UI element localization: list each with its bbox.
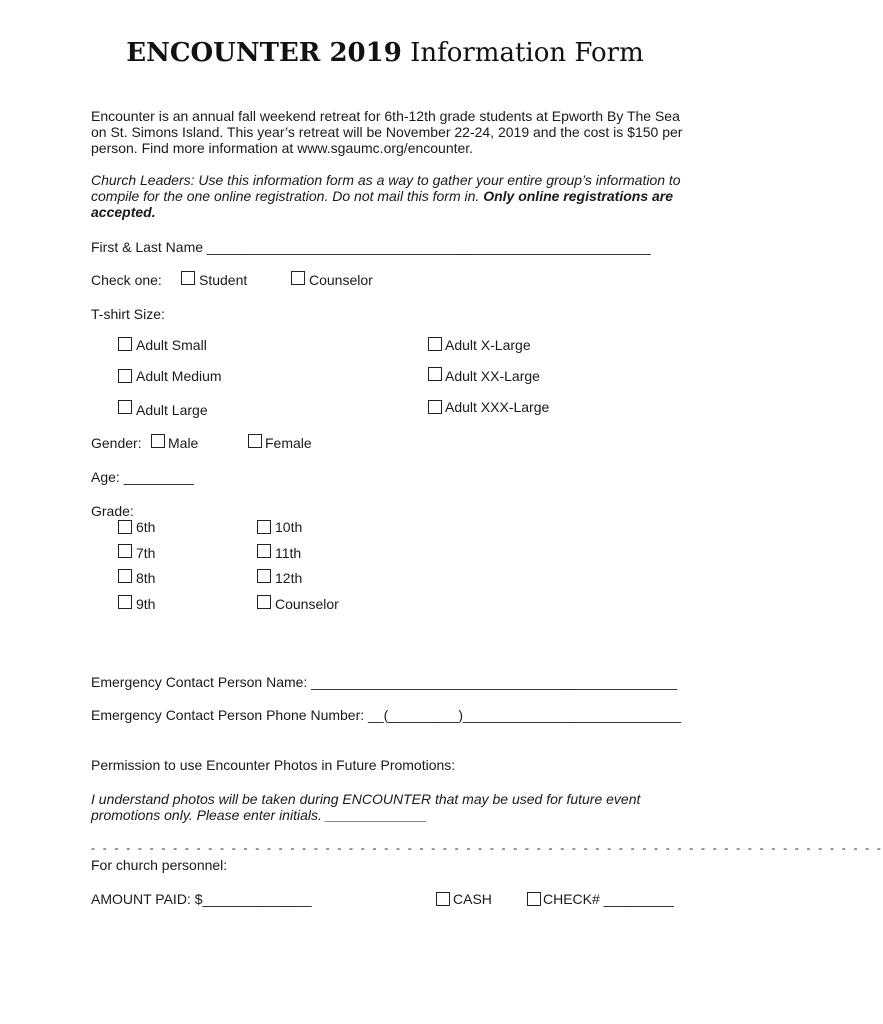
tshirt-xxl-checkbox[interactable] bbox=[428, 367, 442, 381]
student-label: Student bbox=[199, 272, 248, 288]
check-one-label: Check one: bbox=[91, 272, 162, 288]
tshirt-large-checkbox[interactable] bbox=[118, 400, 132, 414]
counselor-label: Counselor bbox=[309, 272, 373, 288]
tshirt-xxl-label: Adult XX-Large bbox=[445, 368, 540, 384]
name-field[interactable]: First & Last Name _________________________________________________________ bbox=[91, 239, 651, 255]
female-checkbox[interactable] bbox=[248, 434, 262, 448]
intro-line-3: person. Find more information at www.sgaumc.org/encounter. bbox=[91, 140, 474, 156]
tshirt-xxxl-label: Adult XXX-Large bbox=[445, 399, 550, 415]
emergency-name-field[interactable]: Emergency Contact Person Name: _______________________________________________ bbox=[91, 674, 678, 690]
check-label[interactable]: CHECK# _________ bbox=[543, 891, 674, 907]
grade-7th-label: 7th bbox=[136, 545, 156, 561]
grade-9th-label: 9th bbox=[136, 596, 156, 612]
tshirt-small-label: Adult Small bbox=[136, 337, 207, 353]
permission-line-2[interactable]: promotions only. Please enter initials. _____________ bbox=[91, 807, 427, 823]
grade-6th-checkbox[interactable] bbox=[118, 520, 132, 534]
tshirt-medium-checkbox[interactable] bbox=[118, 369, 132, 383]
leaders-note-line-2-bold: Only online registrations are bbox=[483, 188, 674, 204]
cash-checkbox[interactable] bbox=[436, 892, 450, 906]
leaders-note-line-2-text: compile for the one online registration. Do not mail this form in. bbox=[91, 188, 484, 204]
amount-paid-field[interactable]: AMOUNT PAID: $______________ bbox=[91, 891, 312, 907]
intro-line-1: Encounter is an annual fall weekend retreat for 6th-12th grade students at Epworth By The Sea bbox=[91, 108, 680, 124]
leaders-note-line-1: Church Leaders: Use this information form as a way to gather your entire group’s information to bbox=[91, 172, 681, 188]
form-title bbox=[0, 38, 770, 68]
tshirt-small-checkbox[interactable] bbox=[118, 337, 132, 351]
grade-label: Grade: bbox=[91, 503, 134, 519]
tshirt-xxxl-checkbox[interactable] bbox=[428, 400, 442, 414]
grade-counselor-label: Counselor bbox=[275, 596, 339, 612]
grade-11th-label: 11th bbox=[275, 545, 302, 561]
grade-8th-label: 8th bbox=[136, 570, 156, 586]
leaders-note bbox=[91, 172, 691, 220]
form-title-rest: Information Form bbox=[401, 38, 644, 68]
tshirt-large-label: Adult Large bbox=[136, 402, 208, 418]
tshirt-medium-label: Adult Medium bbox=[136, 368, 222, 384]
check-checkbox[interactable] bbox=[527, 892, 541, 906]
grade-11th-checkbox[interactable] bbox=[257, 544, 271, 558]
grade-7th-checkbox[interactable] bbox=[118, 544, 132, 558]
leaders-note-line-3-bold: accepted. bbox=[91, 204, 156, 220]
tshirt-xl-checkbox[interactable] bbox=[428, 337, 442, 351]
tshirt-xl-label: Adult X-Large bbox=[445, 337, 531, 353]
female-label: Female bbox=[265, 435, 312, 451]
grade-counselor-checkbox[interactable] bbox=[257, 595, 271, 609]
gender-label: Gender: bbox=[91, 435, 142, 451]
intro-paragraph bbox=[91, 108, 691, 156]
grade-8th-checkbox[interactable] bbox=[118, 569, 132, 583]
intro-line-2: on St. Simons Island. This year’s retreat will be November 22-24, 2019 and the cost is $150 per bbox=[91, 124, 683, 140]
male-label: Male bbox=[168, 435, 199, 451]
grade-6th-label: 6th bbox=[136, 519, 156, 535]
permission-label: Permission to use Encounter Photos in Future Promotions: bbox=[91, 757, 456, 773]
tshirt-label: T-shirt Size: bbox=[91, 306, 165, 322]
grade-10th-checkbox[interactable] bbox=[257, 520, 271, 534]
counselor-checkbox[interactable] bbox=[291, 271, 305, 285]
grade-12th-checkbox[interactable] bbox=[257, 569, 271, 583]
male-checkbox[interactable] bbox=[151, 434, 165, 448]
grade-9th-checkbox[interactable] bbox=[118, 595, 132, 609]
grade-10th-label: 10th bbox=[275, 519, 303, 535]
church-personnel-label: For church personnel: bbox=[91, 857, 228, 873]
age-field[interactable]: Age: _________ bbox=[91, 469, 194, 485]
divider: - - - - - - - - - - - - - - - - - - - - - - - - - - - - - - - - - - - - - - - - - - - - - - - - - - - - - - - - - - - - - - - - - - - - bbox=[91, 841, 883, 855]
cash-label: CASH bbox=[453, 891, 492, 907]
leaders-note-line-2 bbox=[91, 188, 691, 204]
grade-12th-label: 12th bbox=[275, 570, 303, 586]
permission-line-1: I understand photos will be taken during ENCOUNTER that may be used for future event bbox=[91, 791, 641, 807]
leaders-note-line-3 bbox=[91, 204, 691, 220]
form-title-bold: ENCOUNTER 2019 bbox=[126, 38, 402, 68]
student-checkbox[interactable] bbox=[181, 271, 195, 285]
emergency-phone-field[interactable]: Emergency Contact Person Phone Number: __(_________)____________________________ bbox=[91, 707, 682, 723]
